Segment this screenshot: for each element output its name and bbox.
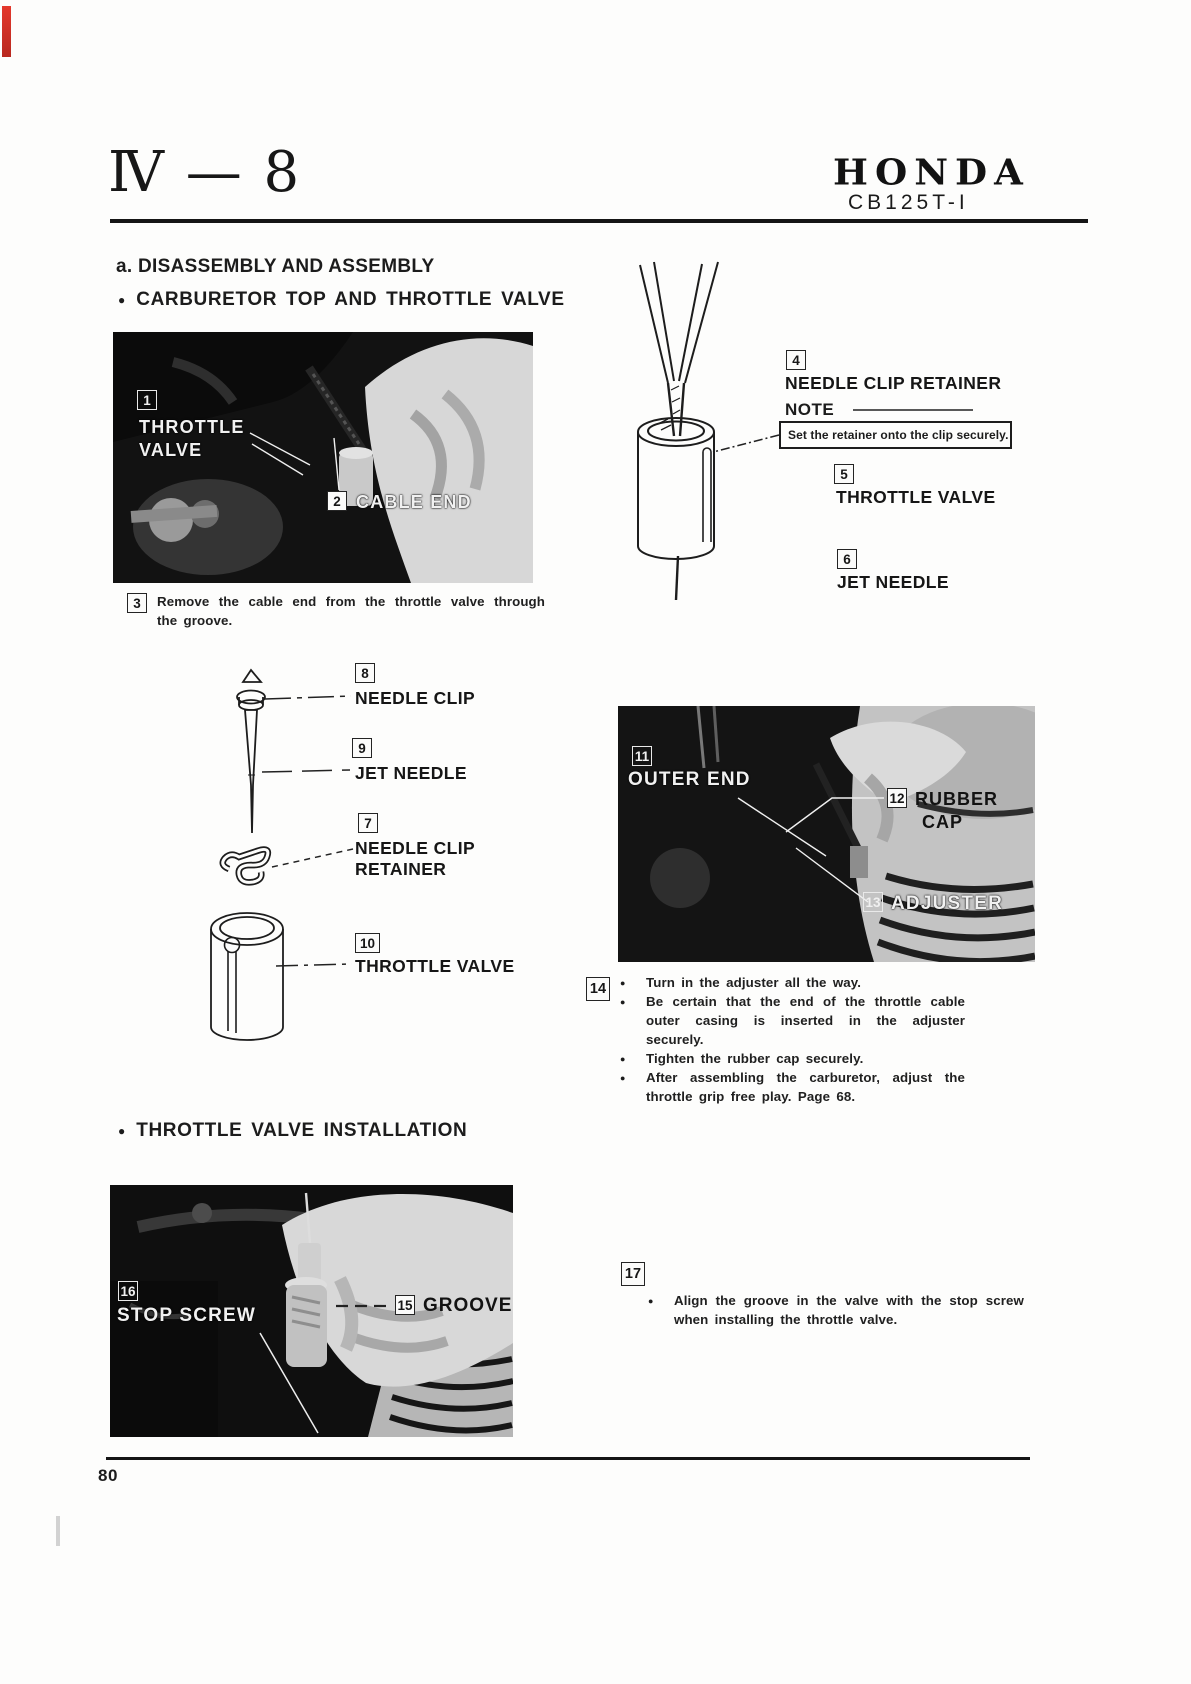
illustration-valve-parts	[195, 655, 315, 1050]
figure-number-box: 2	[327, 491, 347, 511]
scan-red-edge-mark	[2, 6, 11, 57]
instruction-text: After assembling the carburetor, adjust the throttle grip free play. Page 68.	[646, 1070, 965, 1104]
label-outer-end: OUTER END	[628, 769, 751, 790]
pliers-shape	[640, 262, 718, 436]
page-number: 80	[98, 1466, 118, 1485]
figure-number-box: 9	[352, 738, 372, 758]
jet-needle-diagram-shape	[245, 710, 257, 833]
label-jet-needle: JET NEEDLE	[837, 572, 949, 592]
instruction-item	[620, 1068, 965, 1106]
figure-number-box: 1	[137, 390, 157, 410]
instruction-text: Be certain that the end of the throttle cable outer casing is inserted in the adjuster securely.	[646, 994, 965, 1047]
scan-gray-mark	[56, 1516, 60, 1546]
jet-needle-shape	[676, 556, 678, 600]
bullet-icon: ●	[620, 1054, 626, 1064]
instruction-item	[620, 992, 965, 1049]
label-cable-end: CABLE END	[356, 492, 472, 512]
bullet-icon: ●	[118, 1124, 126, 1138]
label-needle-clip-retainer-line2: RETAINER	[355, 859, 447, 879]
step-number-box: 3	[127, 593, 147, 613]
label-needle-clip: NEEDLE CLIP	[355, 688, 476, 708]
bullet-icon: ●	[648, 1296, 654, 1306]
photo-valve-installation	[110, 1185, 513, 1437]
heading-carburetor-top-label: CARBURETOR TOP AND THROTTLE VALVE	[136, 289, 565, 310]
photo-cable-adjuster	[618, 706, 1035, 962]
caption-cable-removal: Remove the cable end from the throttle valve through the groove.	[157, 594, 545, 628]
figure-number-box: 6	[837, 549, 857, 569]
label-throttle-valve: THROTTLE VALVE	[836, 487, 996, 507]
figure-number-box: 12	[887, 788, 907, 808]
label-throttle-valve: THROTTLE VALVE	[355, 956, 515, 976]
label-throttle-valve-line1: THROTTLE	[139, 417, 245, 437]
step-number-box: 14	[586, 977, 610, 1001]
instruction-text: Tighten the rubber cap securely.	[646, 1051, 864, 1066]
header-rule	[110, 219, 1088, 223]
step-install-instructions	[648, 1291, 1024, 1329]
brand-logo: HONDA	[833, 150, 1030, 194]
model-code: CB125T-I	[848, 191, 969, 214]
bullet-icon: ●	[620, 978, 626, 988]
label-needle-clip-retainer: NEEDLE CLIP RETAINER	[785, 373, 1002, 393]
instruction-item	[620, 1049, 965, 1068]
figure-number-box: 4	[786, 350, 806, 370]
needle-clip-shape	[237, 670, 265, 710]
illustration-pliers-throttle-valve	[628, 260, 738, 605]
label-groove: GROOVE	[423, 1295, 513, 1316]
figure-number-box: 13	[863, 892, 883, 912]
note-title: NOTE	[785, 400, 835, 419]
section-code: Ⅳ — 8	[108, 140, 302, 205]
bullet-icon: ●	[118, 293, 126, 307]
label-adjuster: ADJUSTER	[891, 893, 1004, 914]
heading-carburetor-top	[118, 289, 565, 311]
figure-number-box: 8	[355, 663, 375, 683]
heading-disassembly: a. DISASSEMBLY AND ASSEMBLY	[116, 256, 435, 277]
label-rubber-cap-line2: CAP	[922, 812, 964, 832]
label-throttle-valve-line2: VALVE	[139, 440, 203, 460]
instruction-item	[648, 1291, 1024, 1329]
figure-number-box: 11	[632, 746, 652, 766]
label-stop-screw: STOP SCREW	[117, 1305, 257, 1326]
label-rubber-cap-line1: RUBBER	[915, 789, 999, 809]
step-number-box: 17	[621, 1262, 645, 1286]
footer-rule	[106, 1457, 1030, 1460]
heading-throttle-valve-installation	[118, 1120, 467, 1142]
figure-number-box: 15	[395, 1295, 415, 1315]
figure-number-box: 16	[118, 1281, 138, 1301]
figure-number-box: 5	[834, 464, 854, 484]
throttle-valve-diagram-shape	[211, 913, 283, 1040]
step-adjuster-instructions	[620, 973, 965, 1106]
heading-installation-label: THROTTLE VALVE INSTALLATION	[136, 1120, 468, 1141]
note-box: Set the retainer onto the clip securely.	[779, 421, 1012, 449]
label-jet-needle: JET NEEDLE	[355, 763, 467, 783]
figure-number-box: 7	[358, 813, 378, 833]
photo-cable-adjuster-image	[618, 706, 1035, 962]
photo-cable-removal	[113, 332, 533, 583]
throttle-valve-shape	[638, 418, 714, 559]
instruction-item	[620, 973, 965, 992]
bullet-icon: ●	[620, 1073, 626, 1083]
label-needle-clip-retainer-line1: NEEDLE CLIP	[355, 838, 476, 858]
instruction-text: Turn in the adjuster all the way.	[646, 975, 862, 990]
figure-number-box: 10	[355, 933, 380, 953]
needle-clip-retainer-shape	[223, 849, 268, 882]
bullet-icon: ●	[620, 997, 626, 1007]
instruction-text: Align the groove in the valve with the stop screw when installing the throttle valve.	[674, 1293, 1024, 1327]
